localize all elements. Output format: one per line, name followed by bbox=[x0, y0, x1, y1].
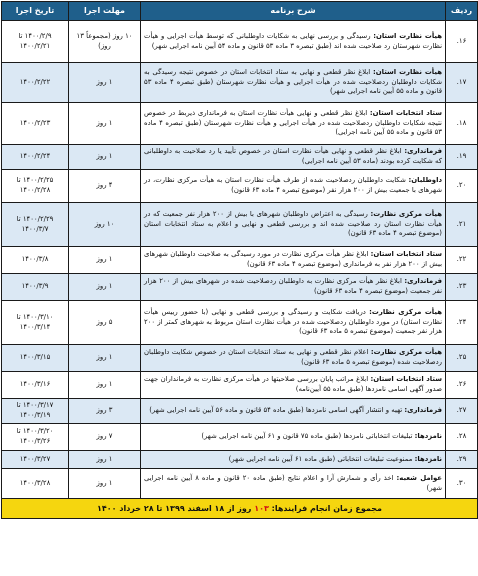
row-actor: هیأت نظارت استان: bbox=[372, 68, 442, 77]
row-description bbox=[141, 21, 446, 63]
row-number: ۲۴. bbox=[446, 301, 478, 345]
row-actor: هیأت نظارت استان: bbox=[373, 31, 442, 40]
row-actor: نامزدها: bbox=[414, 432, 442, 441]
row-number: ۱۶. bbox=[446, 21, 478, 63]
row-deadline: ۱ روز bbox=[69, 345, 141, 372]
row-description bbox=[141, 372, 446, 399]
row-actor: ستاد انتخابات استان: bbox=[370, 250, 442, 259]
row-date: ۱۴۰۰/۲/۲۹ تا ۱۴۰۰/۳/۷ bbox=[2, 203, 69, 247]
row-number: ۲۱. bbox=[446, 203, 478, 247]
row-text: ابلاغ نظر قطعی و نهایی هیأت نظارت استان به فرمانداری ذیربط در خصوص نتیجه شکایات داوطلبان ردصلاحیت شده در هیأت اجرایی و هیأت نظارت شهرستان (طبق تبصره ۴ ماده ۵۳ قانون و ماده ۵۵ آیین نامه اجرایی) bbox=[144, 109, 442, 137]
row-number: ۱۷. bbox=[446, 63, 478, 103]
row-text: شکایت داوطلبان ردصلاحیت شده از طرف هیأت نظارت استان به هیأت مرکزی نظارت، در شهرهای با جمعیت بیش از ۲۰۰ هزار نفر (موضوع تبصره ۴ ماده ۶۳ قانون) bbox=[144, 176, 442, 194]
row-deadline: ۴ روز bbox=[69, 170, 141, 203]
row-number: ۲۹. bbox=[446, 451, 478, 469]
row-text: تبلیغات انتخاباتی نامزدها (طبق ماده ۷۵ قانون و ۶۱ آیین نامه اجرایی شهر) bbox=[201, 432, 415, 441]
row-description bbox=[141, 469, 446, 499]
row-actor: ستاد انتخابات استان: bbox=[369, 109, 442, 118]
row-text: دریافت شکایت و رسیدگی و بررسی قطعی و نهایی (با حضور رییس هیأت نظارت استان) در مورد داوطلبان ردصلاحیت شده در هیأت نظارت استان مربوط به شهرهای کمتر از ۲۰۰ هزار نفر جمعیت (موضوع تبصره ۵ ماده ۶۳ قانون) bbox=[144, 308, 442, 336]
row-date: ۱۴۰۰/۲/۹ تا ۱۴۰۰/۲/۲۱ bbox=[2, 21, 69, 63]
row-deadline: ۱ روز bbox=[69, 372, 141, 399]
row-text: ممنوعیت تبلیغات انتخاباتی (طبق ماده ۶۱ آیین نامه اجرایی شهر) bbox=[228, 454, 415, 463]
row-actor: داوطلبان: bbox=[408, 176, 442, 185]
row-description bbox=[141, 345, 446, 372]
row-number: ۱۸. bbox=[446, 103, 478, 145]
row-date: ۱۴۰۰/۲/۲۴ bbox=[2, 145, 69, 170]
table-header-row bbox=[2, 2, 478, 21]
table-row bbox=[2, 203, 478, 247]
row-date: ۱۴۰۰/۳/۲۸ bbox=[2, 469, 69, 499]
row-description bbox=[141, 424, 446, 451]
table-row bbox=[2, 399, 478, 424]
row-description bbox=[141, 274, 446, 301]
total-days: ۱۰۳ bbox=[254, 503, 269, 513]
row-date: ۱۴۰۰/۳/۸ bbox=[2, 247, 69, 274]
header-row-number: ردیف bbox=[446, 2, 478, 21]
row-actor: عوامل شعبه: bbox=[396, 473, 442, 482]
row-description bbox=[141, 170, 446, 203]
row-number: ۱۹. bbox=[446, 145, 478, 170]
table-row bbox=[2, 424, 478, 451]
row-actor: هیأت مرکزی نظارت: bbox=[370, 210, 442, 219]
row-number: ۲۸. bbox=[446, 424, 478, 451]
row-number: ۲۶. bbox=[446, 372, 478, 399]
row-deadline: ۷ روز bbox=[69, 424, 141, 451]
row-deadline: ۱ روز bbox=[69, 451, 141, 469]
row-description bbox=[141, 145, 446, 170]
schedule-table bbox=[1, 1, 478, 519]
row-actor: فرمانداری: bbox=[404, 277, 442, 286]
row-text: ابلاغ نظر قطعی و نهایی هیأت نظارت استان در خصوص تأیید یا رد صلاحیت به داوطلبانی که شکایت کرده بودند (ماده ۵۳ آیین نامه اجرایی) bbox=[144, 147, 442, 165]
row-text: تهیه و انتشار آگهی اسامی نامزدها (طبق ماده ۵۴ قانون و ماده ۵۶ آیین نامه اجرایی شهر) bbox=[149, 406, 405, 415]
table-row bbox=[2, 170, 478, 203]
row-text: رسیدگی و بررسی نهایی به شکایات داوطلبانی که توسط هیأت اجرایی و هیأت نظارت شهرستان رد صلاحیت شده اند (طبق تبصره ۳ ماده ۵۳ قانون و ماده ۵۴ آیین نامه اجرایی شهر) bbox=[144, 31, 442, 50]
table-row bbox=[2, 301, 478, 345]
table-row bbox=[2, 63, 478, 103]
table-row bbox=[2, 274, 478, 301]
row-date: ۱۴۰۰/۳/۲۷ bbox=[2, 451, 69, 469]
table-row bbox=[2, 372, 478, 399]
row-number: ۳۰. bbox=[446, 469, 478, 499]
row-deadline: ۵ روز bbox=[69, 301, 141, 345]
table-row bbox=[2, 103, 478, 145]
row-deadline: ۳ روز bbox=[69, 399, 141, 424]
row-deadline: ۱ روز bbox=[69, 145, 141, 170]
row-text: اخذ رأی و شمارش آرا و اعلام نتایج (طبق ماده ۲۰ قانون و ماده ۸ آیین نامه اجرایی شهر) bbox=[144, 473, 442, 492]
row-date: ۱۴۰۰/۳/۱۶ bbox=[2, 372, 69, 399]
row-actor: فرمانداری: bbox=[404, 406, 442, 415]
row-description bbox=[141, 203, 446, 247]
header-date: تاریخ اجرا bbox=[2, 2, 69, 21]
row-text: ابلاغ نظر هیأت مرکزی نظارت به داوطلبان ردصلاحیت شده در شهرهای بیش از ۲۰۰ هزار نفر جمعیت (موضوع تبصره ۴ ماده ۶۳ قانون) bbox=[144, 277, 442, 295]
table-body bbox=[2, 21, 478, 499]
table-row bbox=[2, 469, 478, 499]
row-actor: هیأت مرکزی نظارت: bbox=[369, 308, 442, 317]
row-number: ۲۳. bbox=[446, 274, 478, 301]
row-date: ۱۴۰۰/۳/۱۵ bbox=[2, 345, 69, 372]
row-text: ابلاغ مراتب پایان بررسی صلاحیتها در هیأت مرکزی نظارت به فرمانداران جهت صدور آگهی اسامی نامزدها (طبق ماده ۵۵ آیین‌نامه) bbox=[144, 375, 442, 393]
row-deadline: ۱ روز bbox=[69, 274, 141, 301]
row-description bbox=[141, 63, 446, 103]
row-deadline: ۱ روز bbox=[69, 469, 141, 499]
row-deadline: ۱ روز bbox=[69, 247, 141, 274]
header-description: شرح برنامه bbox=[141, 2, 446, 21]
table-row bbox=[2, 247, 478, 274]
table-row bbox=[2, 145, 478, 170]
row-text: ابلاغ نظر قطعی و نهایی به ستاد انتخابات استان در خصوص نتیجه رسیدگی به شکایات داوطلبان ردصلاحیت شده در هیأت اجرایی و هیأت نظارت شهرستان (طبق تبصره ۴ ماده ۵۳ قانون و ماده ۵۵ آیین نامه اجرایی شهر) bbox=[144, 68, 442, 96]
header-deadline: مهلت اجرا bbox=[69, 2, 141, 21]
row-date: ۱۴۰۰/۳/۱۰ تا ۱۴۰۰/۳/۱۴ bbox=[2, 301, 69, 345]
row-date: ۱۴۰۰/۲/۲۳ bbox=[2, 103, 69, 145]
row-actor: فرمانداری: bbox=[404, 147, 442, 156]
table-row bbox=[2, 451, 478, 469]
row-text: ابلاغ نظر هیأت مرکزی نظارت در مورد رسیدگی به صلاحیت داوطلبان شهرهای بیش از ۲۰۰ هزار نفر به فرمانداری (موضوع تبصره ۴ ماده ۶۳ قانون) bbox=[144, 250, 442, 268]
row-number: ۲۰. bbox=[446, 170, 478, 203]
row-number: ۲۵. bbox=[446, 345, 478, 372]
row-number: ۲۷. bbox=[446, 399, 478, 424]
total-prefix: مجموع زمان انجام فرایندها: bbox=[271, 503, 382, 513]
total-row bbox=[2, 499, 478, 519]
row-deadline: ۱ روز bbox=[69, 63, 141, 103]
row-text: رسیدگی به اعتراض داوطلبان شهرهای با بیش از ۲۰۰ هزار نفر جمعیت که در هیأت نظارت استان رد صلاحیت شده اند و بررسی قطعی و نهایی و اعلام به ستاد انتخابات استان (موضوع تبصره ۴ ماده ۶۳ قانون) bbox=[144, 210, 442, 238]
table-row bbox=[2, 21, 478, 63]
row-date: ۱۴۰۰/۳/۲۰ تا ۱۴۰۰/۳/۲۶ bbox=[2, 424, 69, 451]
total-summary bbox=[2, 499, 478, 519]
row-text: اعلام نظر قطعی و نهایی به ستاد انتخابات استان در خصوص شکایت داوطلبان ردصلاحیت شده (موضوع تبصره ۵ ماده ۶۳ قانون) bbox=[144, 348, 442, 366]
row-description bbox=[141, 399, 446, 424]
row-deadline: ۱ روز bbox=[69, 103, 141, 145]
row-deadline: ۱۰ روز (مجموعاً ۱۳ روز) bbox=[69, 21, 141, 63]
row-description bbox=[141, 103, 446, 145]
row-description bbox=[141, 301, 446, 345]
row-date: ۱۴۰۰/۲/۲۲ bbox=[2, 63, 69, 103]
row-deadline: ۱۰ روز bbox=[69, 203, 141, 247]
row-date: ۱۴۰۰/۳/۹ bbox=[2, 274, 69, 301]
table-row bbox=[2, 345, 478, 372]
row-actor: هیأت مرکزی نظارت: bbox=[370, 348, 442, 357]
row-description bbox=[141, 247, 446, 274]
row-date: ۱۴۰۰/۲/۲۵ تا ۱۴۰۰/۲/۲۸ bbox=[2, 170, 69, 203]
row-actor: نامزدها: bbox=[414, 454, 442, 463]
row-date: ۱۴۰۰/۳/۱۷ تا ۱۴۰۰/۳/۱۹ bbox=[2, 399, 69, 424]
row-description bbox=[141, 451, 446, 469]
row-actor: ستاد انتخابات استان: bbox=[370, 375, 442, 384]
row-number: ۲۲. bbox=[446, 247, 478, 274]
total-suffix: روز از ۱۸ اسفند ۱۳۹۹ تا ۲۸ خرداد ۱۴۰۰ bbox=[97, 503, 252, 513]
